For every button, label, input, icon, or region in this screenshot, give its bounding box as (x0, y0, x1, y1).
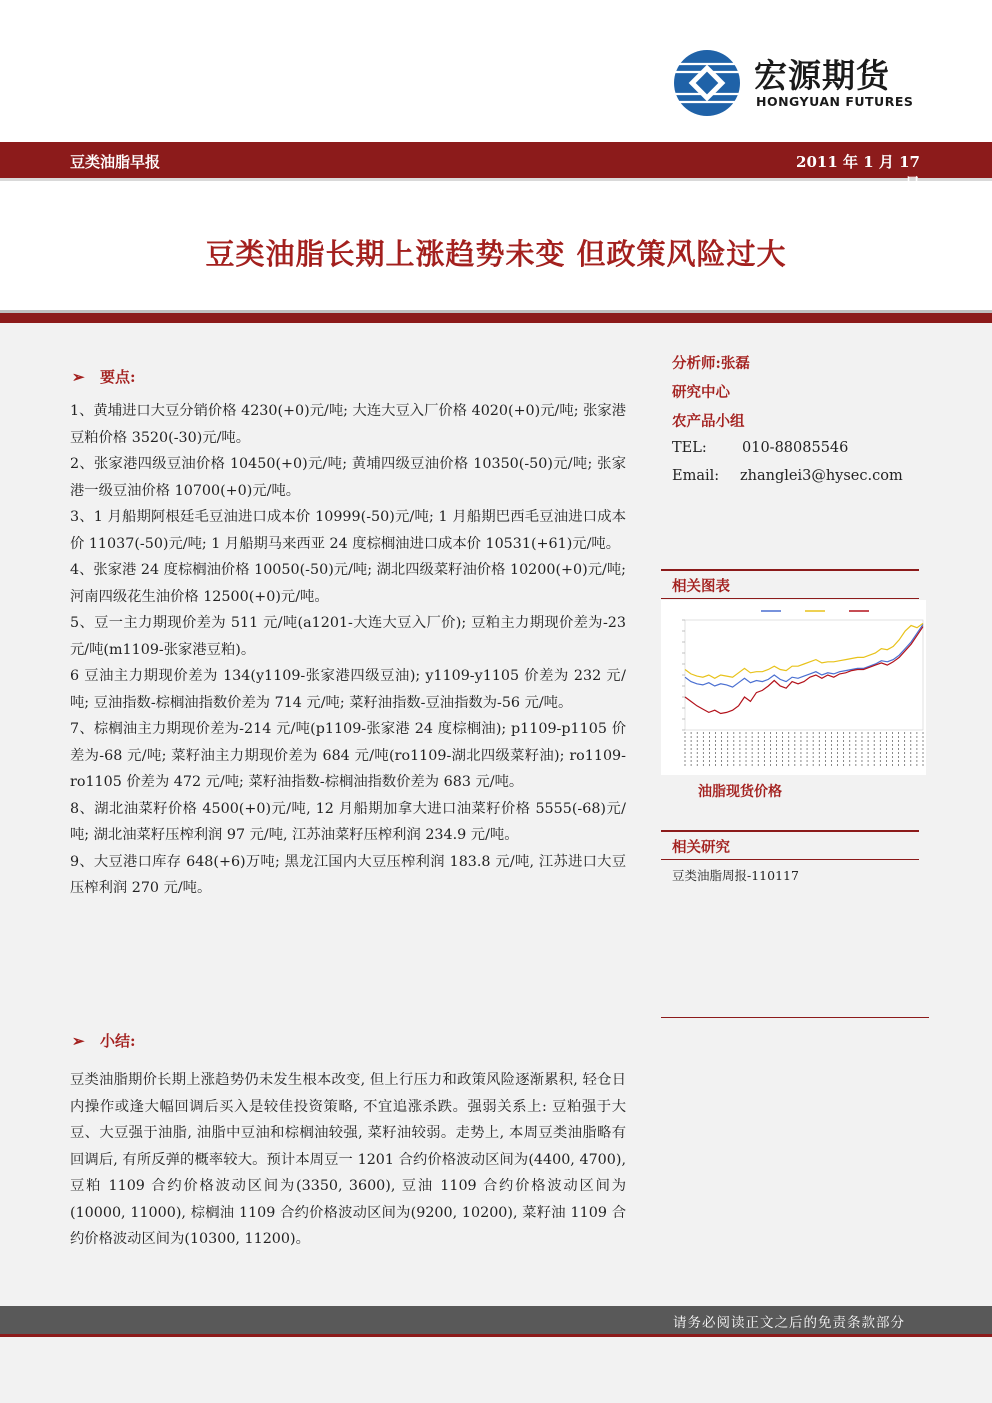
point-item: 5、豆一主力期现价差为 511 元/吨(a1201-大连大豆入厂价); 豆粕主力期现价差为-23 元/吨(m1109-张家港豆粕)。 (70, 615, 626, 658)
points-heading (72, 366, 136, 387)
point-item: 2、张家港四级豆油价格 10450(+0)元/吨; 黄埔四级豆油价格 10350(-50)元/吨; 张家港一级豆油价格 10700(+0)元/吨。 (70, 456, 626, 499)
point-item: 9、大豆港口库存 648(+6)万吨; 黑龙江国内大豆压榨利润 183.8 元/吨, 江苏进口大豆压榨利润 270 元/吨。 (70, 853, 626, 896)
price-chart-svg (661, 600, 926, 775)
summary-heading (72, 1030, 136, 1051)
hongyuan-logo-icon (672, 48, 742, 118)
chart-caption: 油脂现货价格 (698, 784, 782, 800)
page-title: 豆类油脂长期上涨趋势未变 但政策风险过大 (205, 237, 787, 271)
arrow-bullet-icon: ➢ (72, 1032, 85, 1050)
email-label: Email: (672, 468, 720, 484)
research-section-rule (661, 859, 919, 860)
points-heading-label: 要点: (100, 368, 136, 386)
summary-heading-label: 小结: (100, 1032, 136, 1050)
research-section-rule (661, 830, 919, 832)
point-item: 4、张家港 24 度棕榈油价格 10050(-50)元/吨; 湖北四级菜籽油价格 10200(+0)元/吨; 河南四级花生油价格 12500(+0)元/吨。 (70, 562, 626, 605)
point-item: 7、棕榈油主力期现价差为-214 元/吨(p1109-张家港 24 度棕榈油); p1109-p1105 价差为-68 元/吨; 菜籽油主力期现价差为 684 元/吨(ro1109-湖北四级菜籽油); ro1109-ro1105 价差为 472 元/吨; 菜籽油指数-棕榈油指数价差为 683 元/吨。 (70, 721, 626, 790)
tel-value: 010-88085546 (742, 440, 849, 456)
chart-section-rule (661, 569, 919, 571)
chart-section-rule (661, 598, 919, 599)
price-chart (661, 600, 926, 775)
research-link[interactable]: 豆类油脂周报-110117 (672, 868, 799, 883)
research-section-heading: 相关研究 (672, 839, 730, 856)
arrow-bullet-icon: ➢ (72, 368, 85, 386)
report-date: 2011 年 1 月 17 日 (796, 153, 920, 192)
series-line-2 (685, 623, 923, 678)
chart-section-heading: 相关图表 (672, 578, 730, 595)
summary-text: 豆类油脂期价长期上涨趋势仍未发生根本改变, 但上行压力和政策风险逐渐累积, 轻仓日内操作或逢大幅回调后买入是较佳投资策略, 不宜追涨杀跌。强弱关系上: 豆粕强于大豆、大豆强于油脂, 油脂中豆油和棕榈油较强, 菜籽油较弱。走势上, 本周豆类油脂略有回调后, 有所反弹的概率较大。预计本周豆一 1201 合约价格波动区间为(4400, 4700), 豆粕 1109 合约价格波动区间为(3350, 3600), 豆油 1109 合约价格波动区间为(10000, 11000), 棕榈油 1109 合约价格波动区间为(9200, 10200), 菜籽油 1109 合约价格波动区间为(10300, 11200)。 (70, 1072, 626, 1247)
point-item: 1、黄埔进口大豆分销价格 4230(+0)元/吨; 大连大豆入厂价格 4020(+0)元/吨; 张家港豆粕价格 3520(-30)元/吨。 (70, 403, 626, 446)
disclaimer-notice: 请务必阅读正文之后的免责条款部分 (673, 1315, 905, 1331)
series-line-3 (685, 627, 923, 714)
point-item: 8、湖北油菜籽价格 4500(+0)元/吨, 12 月船期加拿大进口油菜籽价格 5555(-68)元/吨; 湖北油菜籽压榨利润 97 元/吨, 江苏油菜籽压榨利润 234.9 元/吨。 (70, 800, 626, 843)
point-item: 6 豆油主力期现价差为 134(y1109-张家港四级豆油); y1109-y1105 价差为 232 元/吨; 豆油指数-棕榈油指数价差为 714 元/吨; 菜籽油指数-豆油指数为-56 元/吨。 (70, 668, 626, 711)
title-divider-red (0, 313, 992, 323)
points-list (70, 398, 626, 902)
point-item: 3、1 月船期阿根廷毛豆油进口成本价 10999(-50)元/吨; 1 月船期巴西毛豆油进口成本价 11037(-50)元/吨; 1 月船期马来西亚 24 度棕榈油进口成本价 10531(+61)元/吨。 (70, 509, 626, 552)
analyst-name: 分析师:张磊 (672, 355, 750, 372)
research-group: 农产品小组 (672, 413, 745, 430)
tel-label: TEL: (672, 440, 707, 456)
research-center: 研究中心 (672, 384, 730, 401)
series-line-1 (685, 624, 923, 687)
footer-background (0, 1337, 992, 1403)
email-link[interactable]: zhanglei3@hysec.com (740, 468, 903, 484)
brand-name-en: HONGYUAN FUTURES (756, 94, 914, 109)
research-end-rule (661, 1017, 929, 1018)
report-type: 豆类油脂早报 (70, 153, 161, 171)
brand-name-cn: 宏源期货 (754, 56, 890, 95)
